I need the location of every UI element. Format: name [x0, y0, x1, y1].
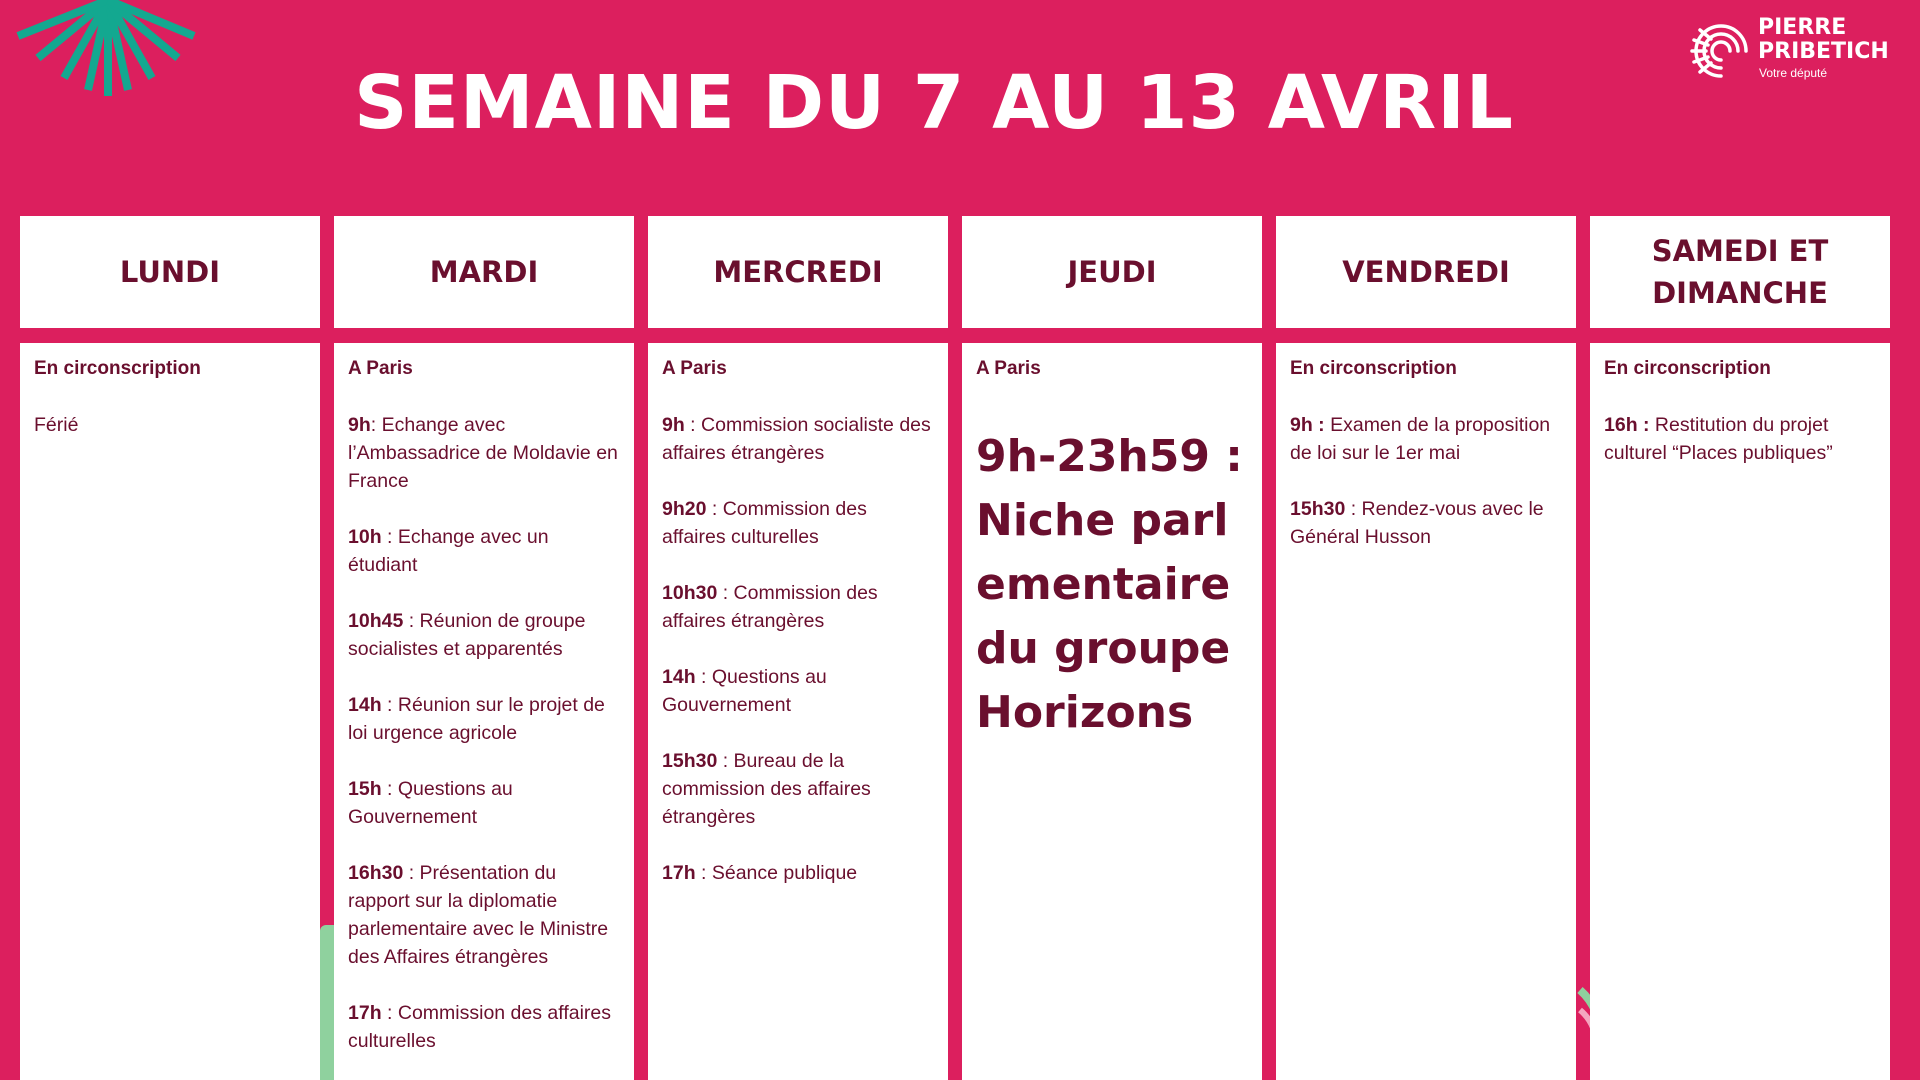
day-header: JEUDI	[962, 216, 1262, 328]
event-text: : Questions au Gouvernement	[348, 778, 513, 828]
event-time: 9h20	[662, 498, 707, 520]
event-time: 15h30	[1290, 498, 1346, 520]
event-text: : Commission des affaires étrangères	[662, 582, 878, 632]
day-header: MARDI	[334, 216, 634, 328]
event-time: 15h	[348, 778, 382, 800]
event-item	[662, 663, 934, 719]
logo-subtitle: Votre député	[1759, 66, 1828, 80]
event-item	[1604, 411, 1876, 467]
event-time: 10h45	[348, 610, 404, 632]
event-text: : Rendez-vous avec le Général Husson	[1290, 498, 1544, 548]
day-body	[1276, 343, 1576, 1080]
day-body	[1590, 343, 1890, 1080]
event-item	[662, 411, 934, 467]
event-item	[348, 691, 620, 747]
spiral-logo-icon	[1690, 20, 1752, 82]
day-header: VENDREDI	[1276, 216, 1576, 328]
event-item	[662, 579, 934, 635]
event-time: 10h30	[662, 582, 718, 604]
event-text: : Commission socialiste des affaires étrangères	[662, 414, 931, 464]
event-item	[348, 523, 620, 579]
event-text: : Réunion sur le projet de loi urgence agricole	[348, 694, 605, 744]
location-label: En circonscription	[1290, 358, 1457, 379]
day-body	[962, 343, 1262, 1080]
event-item	[1290, 411, 1562, 467]
event-text: : Commission des affaires culturelles	[348, 1002, 612, 1052]
event-time: 17h	[348, 1002, 382, 1024]
event-text: : Présentation du rapport sur la diplomatie parlementaire avec le Ministre des Affaires étrangères	[348, 862, 609, 968]
event-text: : Commission des affaires culturelles	[662, 498, 867, 548]
location-label: En circonscription	[1604, 358, 1771, 379]
event-time: 17h	[662, 862, 696, 884]
location-label: En circonscription	[34, 358, 201, 379]
event-text: : Réunion de groupe socialistes et apparentés	[348, 610, 586, 660]
location-label: A Paris	[662, 358, 727, 379]
logo-name-line2: PRIBETICH	[1758, 39, 1889, 64]
event-item	[348, 859, 620, 971]
event-text: : Echange avec l’Ambassadrice de Moldavie en France	[348, 414, 618, 492]
day-header: LUNDI	[20, 216, 320, 328]
page-title: SEMAINE DU 7 AU 13 AVRIL	[354, 60, 1514, 146]
event-time: 9h	[348, 414, 371, 436]
event-time: 10h	[348, 526, 382, 548]
event-text: : Echange avec un étudiant	[348, 526, 549, 576]
highlight-event: 9h-23h59 : Niche parlementaire du groupe Horizons	[976, 431, 1243, 738]
event-time: 15h30	[662, 750, 718, 772]
day-header: SAMEDI ET DIMANCHE	[1590, 216, 1890, 328]
event-time: 16h30	[348, 862, 404, 884]
location-label: A Paris	[348, 358, 413, 379]
event-item	[662, 859, 934, 887]
day-body	[334, 343, 634, 1080]
event-time: 9h :	[1290, 414, 1325, 436]
logo-name-line1: PIERRE	[1758, 15, 1847, 40]
event-text: : Bureau de la commission des affaires étrangères	[662, 750, 871, 828]
day-note: Férié	[34, 414, 79, 436]
day-header: MERCREDI	[648, 216, 948, 328]
event-text: : Séance publique	[695, 862, 858, 884]
event-time: 16h :	[1604, 414, 1650, 436]
event-time: 14h	[348, 694, 382, 716]
event-text: : Questions au Gouvernement	[662, 666, 827, 716]
event-time: 14h	[662, 666, 696, 688]
event-item	[348, 607, 620, 663]
event-item	[1290, 495, 1562, 551]
event-item	[662, 747, 934, 831]
day-body	[20, 343, 320, 1080]
green-shape-decoration	[320, 925, 334, 1080]
event-text: Examen de la proposition de loi sur le 1er mai	[1290, 414, 1551, 464]
event-text: Restitution du projet culturel “Places publiques”	[1604, 414, 1833, 464]
event-item	[348, 775, 620, 831]
logo	[1690, 16, 1900, 86]
logo-name	[1758, 16, 1889, 64]
event-item	[662, 495, 934, 551]
location-label: A Paris	[976, 358, 1041, 379]
event-item	[348, 999, 620, 1055]
event-item	[348, 411, 620, 495]
day-body	[648, 343, 948, 1080]
event-time: 9h	[662, 414, 685, 436]
